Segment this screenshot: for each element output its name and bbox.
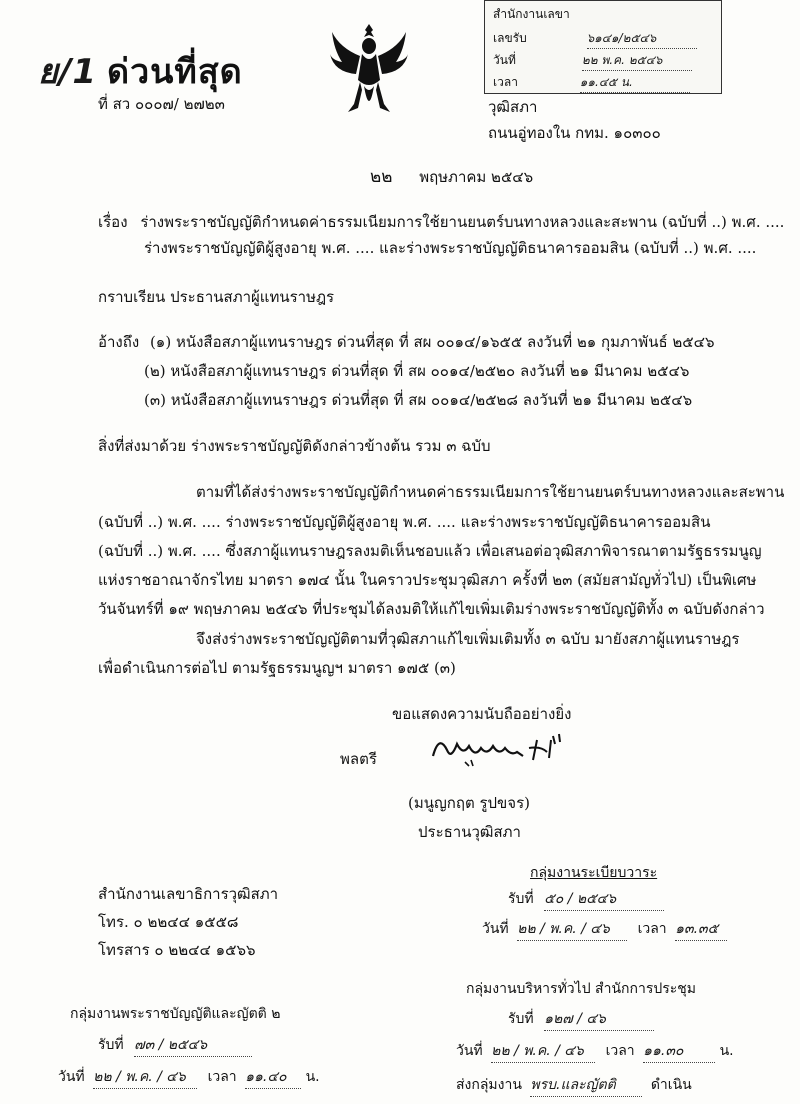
urgency-mark: ย/1 [38,52,97,92]
contact-fax: โทรสาร ๐ ๒๒๔๔ ๑๕๖๖ [98,941,256,959]
signatory-rank: พลตรี [340,750,377,768]
registry-date-label: วันที่ [482,921,509,937]
body-p1-line-2: (ฉบับที่ ..) พ.ศ. .... ร่างพระราชบัญญัติผู้สูงอายุ พ.ศ. .... และร่างพระราชบัญญัติธนาคารออมสิน [98,513,711,531]
general-date-value: ๒๒ / พ.ค. / ๔๖ [491,1040,595,1063]
general-date-label: วันที่ [456,1043,483,1059]
subject-line-1 [98,210,784,234]
body-p1-line-3: (ฉบับที่ ..) พ.ศ. .... ซึ่งสภาผู้แทนราษฎรลงมติเห็นชอบแล้ว เพื่อเสนอต่อวุฒิสภาพิจารณาตามรัฐธรรมนูญ [98,542,762,560]
general-time-unit: น. [719,1043,734,1059]
stamp-time-value: ๑๑.๔๕ น. [580,73,690,93]
stamp-time-label: เวลา [493,75,518,89]
reference-1 [98,330,714,354]
general-no-label: รับที่ [508,1011,534,1027]
reference-item-1: (๑) หนังสือสภาผู้แทนราษฎร ด่วนที่สุด ที่ สผ ๐๐๑๔/๑๖๕๕ ลงวันที่ ๒๑ กุมภาพันธ์ ๒๕๔๖ [149,333,715,351]
salutation: กราบเรียน ประธานสภาผู้แทนราษฎร [98,288,335,306]
body-p2-line-2: เพื่อดำเนินการต่อไป ตามรัฐธรรมนูญฯ มาตรา ๑๗๕ (๓) [98,659,456,677]
signatory-position: ประธานวุฒิสภา [418,823,521,841]
enclosure: สิ่งที่ส่งมาด้วย ร่างพระราชบัญญัติดังกล่าวข้างต้น รวม ๓ ฉบับ [98,437,491,455]
general-route-value: พรบ.และญัตติ [530,1074,642,1097]
bills-stamp-title: กลุ่มงานพระราชบัญญัติและญัตติ ๒ [70,1006,281,1022]
registry-stamp-no [508,888,664,911]
garuda-emblem-icon [328,20,410,120]
closing: ขอแสดงความนับถืออย่างยิ่ง [392,705,572,723]
body-p1-line-1: ตามที่ได้ส่งร่างพระราชบัญญัติกำหนดค่าธรรมเนียมการใช้ยานยนตร์บนทางหลวงและสะพาน [196,483,785,501]
bills-time-value: ๑๑.๔๐ [245,1066,301,1089]
urgency-heading [38,44,243,98]
general-stamp-date [456,1040,734,1063]
bills-stamp-date [58,1066,320,1089]
document-number: ที่ สว ๐๐๐๗/ ๒๗๒๓ [98,95,225,113]
date-month-year: พฤษภาคม ๒๕๔๖ [419,168,534,186]
stamp-date-label: วันที่ [493,53,516,67]
bills-date-label: วันที่ [58,1069,85,1085]
signature-icon [425,726,595,772]
stamp-no-value: ๖๑๔๑/๒๕๔๖ [587,29,697,49]
subject-text-1: ร่างพระราชบัญญัติกำหนดค่าธรรมเนียมการใช้ยานยนตร์บนทางหลวงและสะพาน (ฉบับที่ ..) พ.ศ. .... [140,213,785,231]
letter-date [370,163,533,190]
general-stamp-no [508,1008,654,1031]
registry-time-label: เวลา [637,921,667,937]
general-stamp-title: กลุ่มงานบริหารทั่วไป สำนักการประชุม [466,981,697,997]
sender-name: วุฒิสภา [488,98,538,116]
body-p1-line-5: วันจันทร์ที่ ๑๙ พฤษภาคม ๒๕๔๖ ที่ประชุมได้ลงมติให้แก้ไขเพิ่มเติมร่างพระราชบัญญัติทั้ง ๓ ฉบับดังกล่าว [98,600,765,618]
sender-address: ถนนอู่ทองใน กทม. ๑๐๓๐๐ [488,124,661,142]
registry-date-value: ๒๒ / พ.ค. / ๔๖ [517,918,627,941]
subject-label: เรื่อง [98,213,128,231]
registry-stamp-date [482,918,727,941]
registry-time-value: ๑๓.๓๕ [675,918,727,941]
bills-time-unit: น. [305,1069,320,1085]
general-action-label: ดำเนิน [650,1077,692,1093]
bills-stamp-no [98,1034,252,1057]
registry-no-label: รับที่ [508,891,534,907]
reference-label: อ้างถึง [98,333,140,351]
body-p2-line-1: จึงส่งร่างพระราชบัญญัติตามที่วุฒิสภาแก้ไขเพิ่มเติมทั้ง ๓ ฉบับ มายังสภาผู้แทนราษฎร [196,630,740,648]
urgency-label: ด่วนที่สุด [107,52,243,92]
body-p1-line-4: แห่งราชอาณาจักรไทย มาตรา ๑๗๔ นั้น ในคราวประชุมวุฒิสภา ครั้งที่ ๒๓ (สมัยสามัญทั่วไป) เป็นพิเศษ [98,571,757,589]
reference-item-2: (๒) หนังสือสภาผู้แทนราษฎร ด่วนที่สุด ที่ สผ ๐๐๑๔/๒๕๒๐ ลงวันที่ ๒๑ มีนาคม ๒๕๔๖ [144,362,690,380]
general-no-value: ๑๒๗ / ๔๖ [544,1008,654,1031]
stamp-office: สำนักงานเลขา [493,7,570,21]
subject-text-2: ร่างพระราชบัญญัติผู้สูงอายุ พ.ศ. .... และร่างพระราชบัญญัติธนาคารออมสิน (ฉบับที่ ..) พ.ศ. .... [144,239,757,257]
bills-no-label: รับที่ [98,1037,124,1053]
registry-no-value: ๕๐ / ๒๕๔๖ [544,888,664,911]
reference-item-3: (๓) หนังสือสภาผู้แทนราษฎร ด่วนที่สุด ที่ สผ ๐๐๑๔/๒๕๒๘ ลงวันที่ ๒๑ มีนาคม ๒๕๔๖ [144,391,693,409]
stamp-no-label: เลขรับ [493,31,527,45]
general-stamp-route [456,1074,692,1097]
received-stamp [484,0,722,94]
general-route-label: ส่งกลุ่มงาน [456,1077,522,1093]
stamp-date-value: ๒๒ พ.ค. ๒๕๔๖ [582,51,692,71]
signatory-name: (มนูญกฤต รูปขจร) [408,794,530,812]
registry-stamp-title: กลุ่มงานระเบียบวาระ [530,865,658,881]
general-time-value: ๑๑.๓๐ [643,1040,715,1063]
bills-no-value: ๗๓ / ๒๕๔๖ [134,1034,252,1057]
contact-tel: โทร. ๐ ๒๒๔๔ ๑๕๕๘ [98,913,239,931]
date-day: ๒๒ [370,167,393,187]
bills-time-label: เวลา [207,1069,237,1085]
bills-date-value: ๒๒ / พ.ค. / ๔๖ [93,1066,197,1089]
contact-office: สำนักงานเลขาธิการวุฒิสภา [98,885,279,903]
general-time-label: เวลา [605,1043,635,1059]
